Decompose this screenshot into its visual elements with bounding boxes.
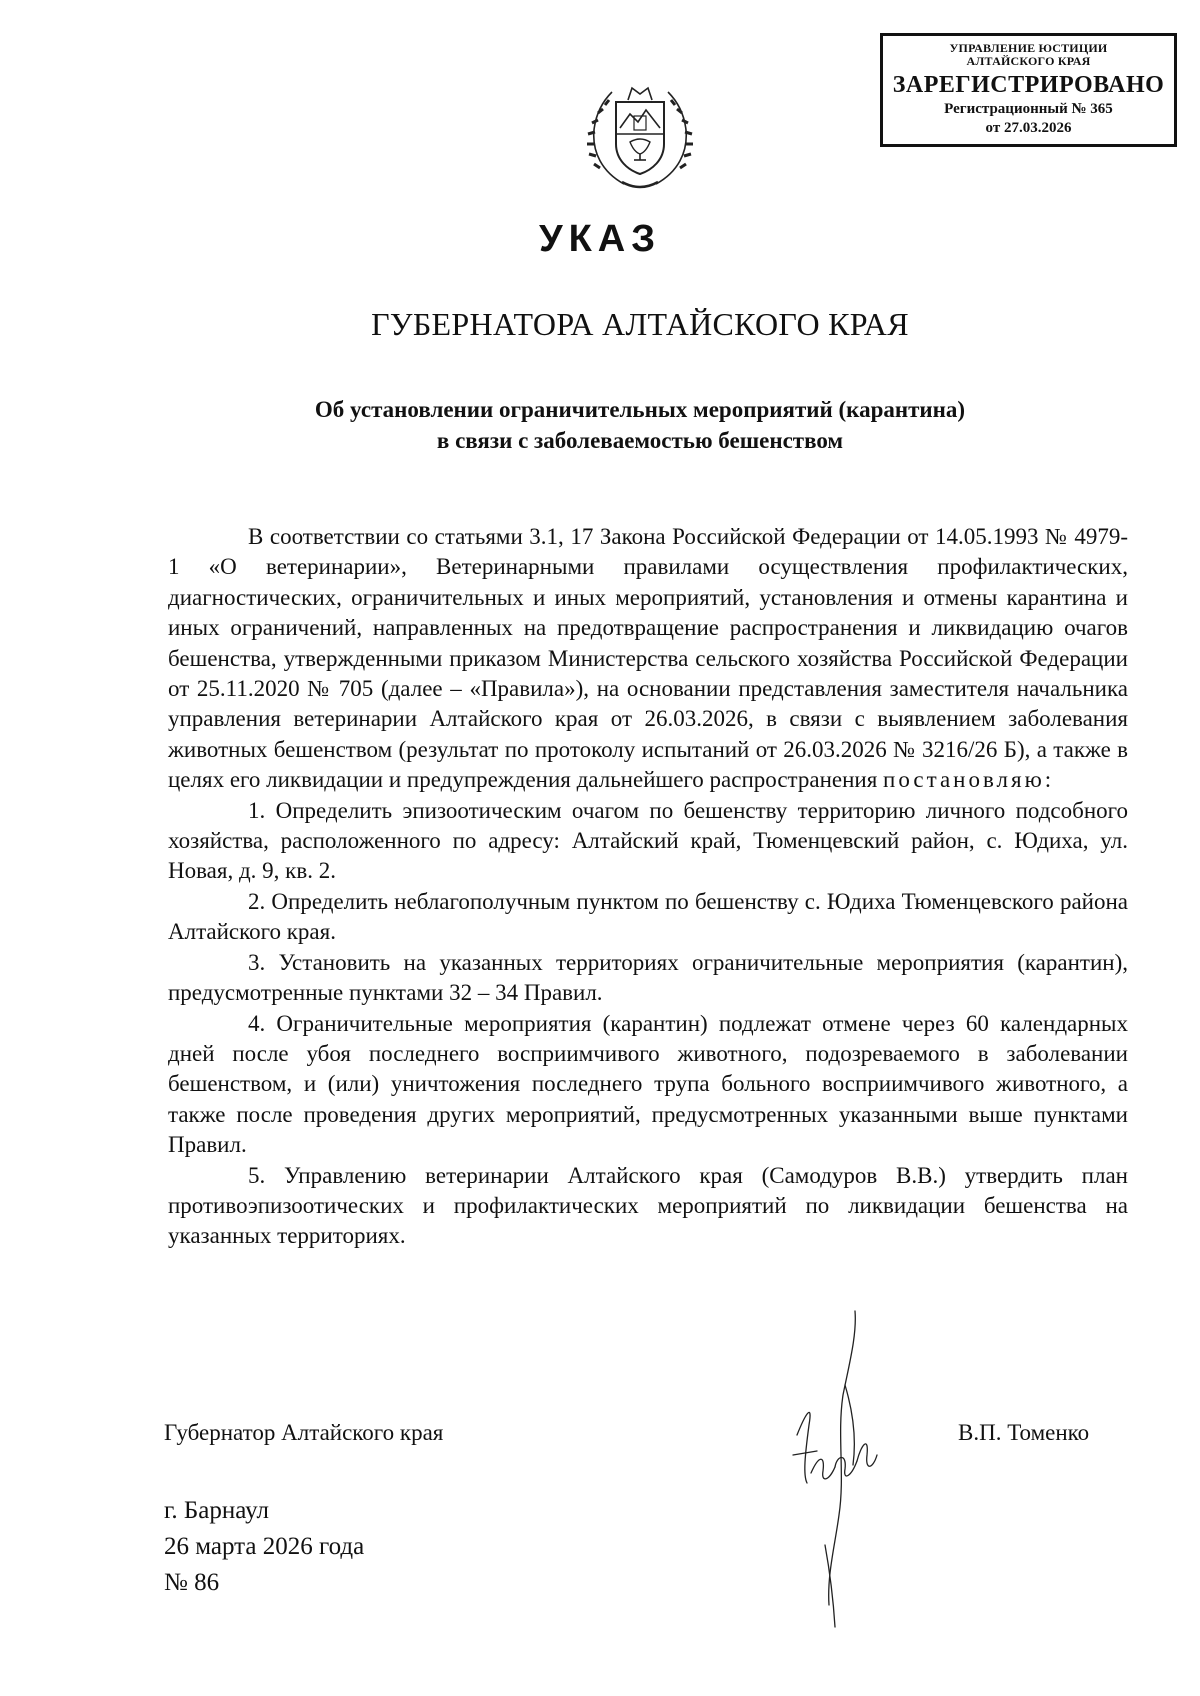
stamp-status: ЗАРЕГИСТРИРОВАНО xyxy=(892,72,1165,98)
signatory-name: В.П. Томенко xyxy=(958,1420,1090,1445)
document-footer xyxy=(164,1493,364,1601)
heading-line-1: Об установлении ограничительных мероприятий (карантина) xyxy=(314,397,966,422)
stamp-org-line2: АЛТАЙСКОГО КРАЯ xyxy=(966,54,1091,68)
stamp-reg-date: от 27.03.2026 xyxy=(985,120,1072,136)
decree-item-3: 3. Установить на указанных территориях ограничительные мероприятия (карантин), предусмотренные пунктами 32 – 34 Правил. xyxy=(168,949,1128,1006)
document-number: № 86 xyxy=(164,1569,220,1596)
preamble-paragraph xyxy=(168,522,1128,796)
decree-word: постановляю: xyxy=(883,767,1055,793)
coat-of-arms-icon xyxy=(582,72,698,192)
preamble-text: В соответствии со статьями 3.1, 17 Закона Российской Федерации от 14.05.1993 № 4979-1 «О ветеринарии», Ветеринарными правилами осуществления профилактических, диагностических, ограничительных и иных мероприятий, установления и отмены карантина и иных ограничений, направленных на предотвращение распространения и ликвидацию очагов бешенства, утвержденными приказом Министерства сельского хозяйства Российской Федерации от 25.11.2020 № 705 (далее – «Правила»), на основании представления заместителя начальника управления ветеринарии Алтайского края от 26.03.2026, в связи с выявлением заболевания животных бешенством (результат по протоколу испытаний от 26.03.2026 № 3216/26 Б), а также в целях его ликвидации и предупреждения дальнейшего распространения xyxy=(168,524,1128,793)
stamp-reg-number: Регистрационный № 365 xyxy=(944,101,1113,117)
registration-stamp xyxy=(880,33,1177,147)
document-body xyxy=(168,522,1128,1252)
decree-item-5: 5. Управлению ветеринарии Алтайского края (Самодуров В.В.) утвердить план противоэпизоотических и профилактических мероприятий по ликвидации бешенства на указанных территориях. xyxy=(168,1162,1128,1249)
decree-item-4: 4. Ограничительные мероприятия (карантин) подлежат отмене через 60 календарных дней после убоя последнего восприимчивого животного, подозреваемого в заболевании бешенством, и (или) уничтожения последнего трупа больного восприимчивого животного, а также после проведения других мероприятий, предусмотренных указанными выше пунктами Правил. xyxy=(168,1010,1128,1158)
issue-date: 26 марта 2026 года xyxy=(164,1533,365,1560)
handwritten-signature xyxy=(785,1305,915,1635)
stamp-org-line1: УПРАВЛЕНИЕ ЮСТИЦИИ xyxy=(949,41,1108,55)
decree-item-1: 1. Определить эпизоотическим очагом по бешенству территорию личного подсобного хозяйства, расположенного по адресу: Алтайский край, Тюменцевский район, с. Юдиха, ул. Новая, д. 9, кв. 2. xyxy=(168,797,1128,884)
heading-line-2: в связи с заболеваемостью бешенством xyxy=(436,428,844,453)
decree-item-2: 2. Определить неблагополучным пунктом по бешенству с. Юдиха Тюменцевского района Алтайского края. xyxy=(168,888,1128,945)
document-title: УКАЗ xyxy=(538,218,662,260)
document-subtitle: ГУБЕРНАТОРА АЛТАЙСКОГО КРАЯ xyxy=(371,306,909,342)
issue-city: г. Барнаул xyxy=(164,1497,269,1524)
document-heading xyxy=(0,394,1200,456)
signatory-position: Губернатор Алтайского края xyxy=(164,1420,444,1445)
